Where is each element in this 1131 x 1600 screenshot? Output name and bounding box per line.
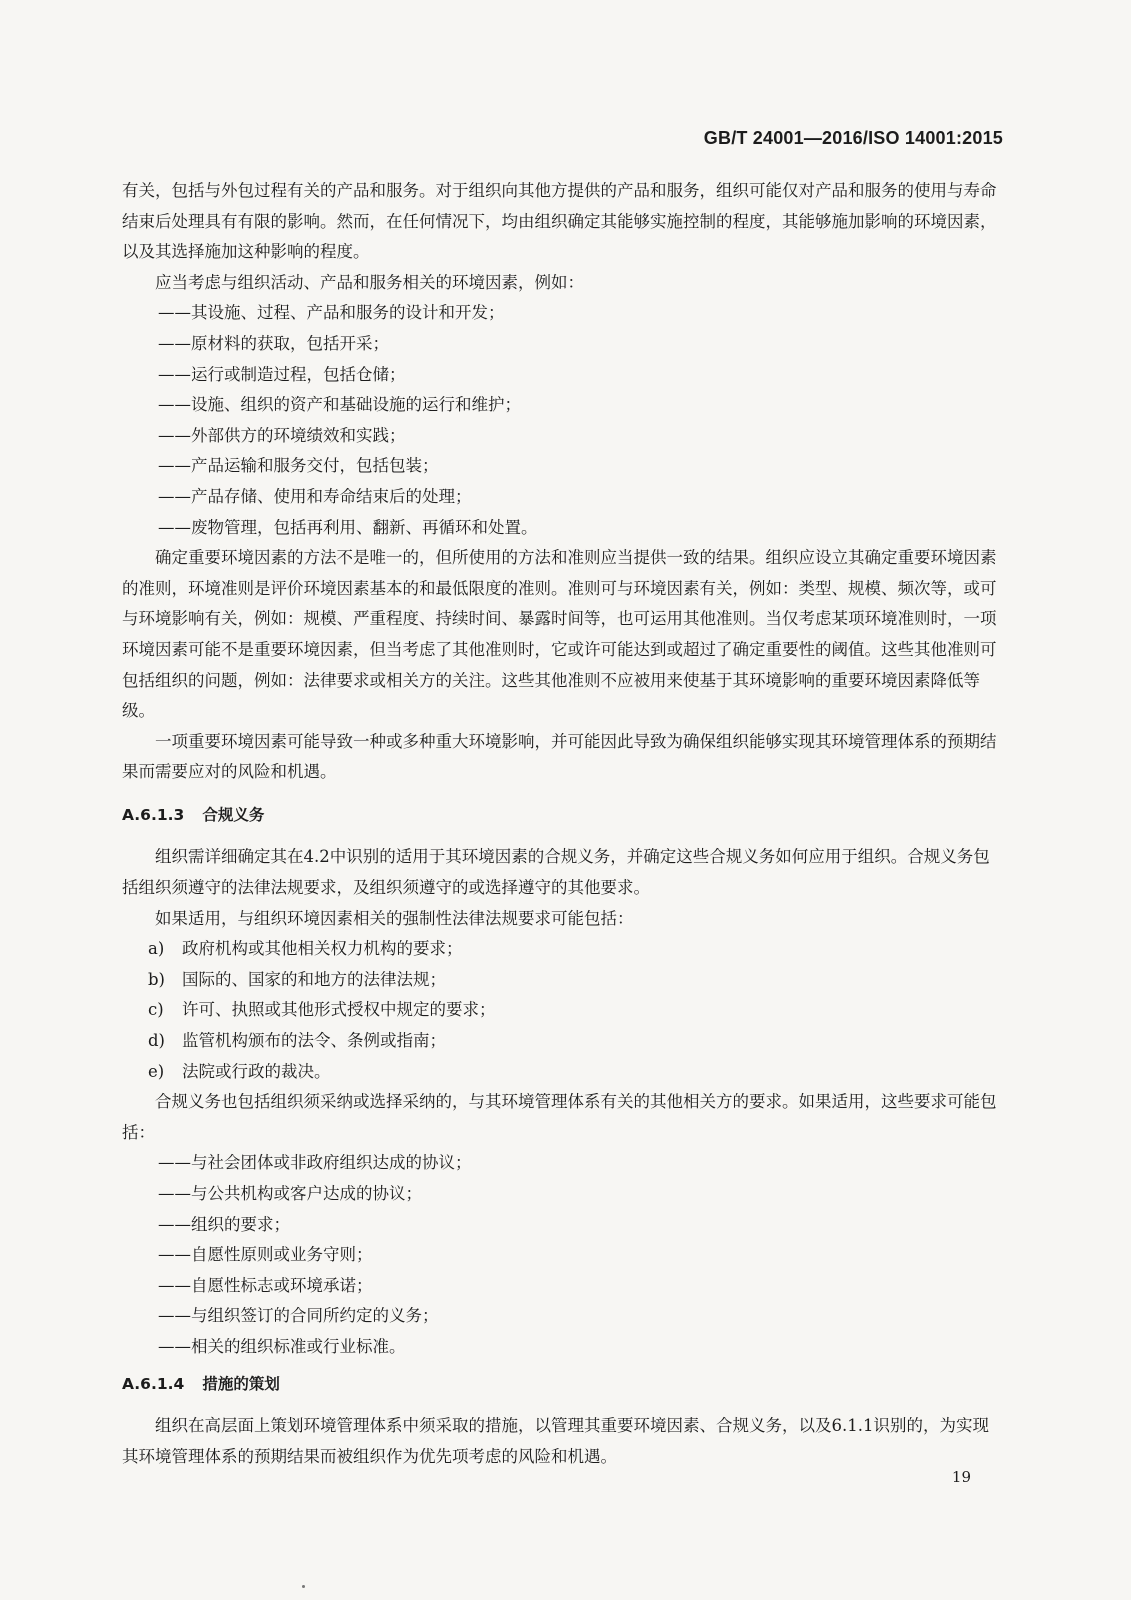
section-heading-a613 — [122, 800, 1002, 831]
list-item: ——与组织签订的合同所约定的义务； — [158, 1306, 439, 1326]
paragraph-aspects-intro: 应当考虑与组织活动、产品和服务相关的环境因素，例如： — [155, 272, 584, 292]
list-marker: e) — [148, 1061, 165, 1081]
list-item-text: 国际的、国家的和地方的法律法规； — [182, 969, 446, 989]
list-marker: b) — [148, 969, 165, 989]
list-item: ——自愿性标志或环境承诺； — [158, 1275, 373, 1295]
list-item-text: 法院或行政的裁决。 — [182, 1061, 331, 1081]
list-item: ——运行或制造过程，包括仓储； — [158, 364, 406, 384]
list-item: ——原材料的获取，包括开采； — [158, 333, 389, 353]
legal-requirements-list — [122, 934, 1002, 1087]
paragraph-risks: 一项重要环境因素可能导致一种或多种重大环境影响，并可能因此导致为确保组织能够实现其环境管理体系的预期结果而需要应对的风险和机遇。 — [122, 731, 997, 782]
section-title: 合规义务 — [202, 805, 265, 824]
list-item — [122, 1026, 1002, 1057]
page-body — [122, 176, 1002, 1472]
paragraph-planning-actions: 组织在高层面上策划环境管理体系中须采取的措施，以管理其重要环境因素、合规义务，以及6.1.1识别的，为实现其环境管理体系的预期结果而被组织作为优先项考虑的风险和机遇。 — [122, 1416, 989, 1466]
standard-code-header: GB/T 24001—2016/ISO 14001:2015 — [703, 128, 1003, 148]
list-item: ——设施、组织的资产和基础设施的运行和维护； — [158, 395, 521, 415]
paragraph-other-requirements: 合规义务也包括组织须采纳或选择采纳的，与其环境管理体系有关的其他相关方的要求。如果适用，这些要求可能包括： — [122, 1092, 997, 1142]
list-item — [122, 1057, 1002, 1088]
list-item: ——产品运输和服务交付，包括包装； — [158, 456, 439, 476]
list-item: ——与社会团体或非政府组织达成的协议； — [158, 1153, 472, 1173]
list-item — [122, 995, 1002, 1026]
list-item-text: 监管机构颁布的法令、条例或指南； — [182, 1031, 446, 1051]
list-item: ——与公共机构或客户达成的协议； — [158, 1184, 422, 1203]
list-item: ——其设施、过程、产品和服务的设计和开发； — [158, 303, 505, 323]
list-item: ——产品存储、使用和寿命结束后的处理； — [158, 486, 472, 506]
list-item: ——组织的要求； — [158, 1214, 290, 1234]
list-item: ——相关的组织标准或行业标准。 — [158, 1336, 406, 1356]
list-marker: c) — [148, 1000, 164, 1020]
page-number: 19 — [951, 1468, 971, 1486]
section-heading-a614 — [122, 1369, 1002, 1400]
section-title: 措施的策划 — [202, 1374, 280, 1393]
list-item: ——自愿性原则或业务守则； — [158, 1245, 373, 1265]
list-marker: a) — [148, 939, 165, 959]
paragraph-criteria: 确定重要环境因素的方法不是唯一的，但所使用的方法和准则应当提供一致的结果。组织应设立其确定重要环境因素的准则，环境准则是评价环境因素基本的和最低限度的准则。准则可与环境因素有关，例如：类型、规模、频次等，或可与环境影响有关，例如：规模、严重程度、持续时间、暴露时间等，也可运用其他准则。当仅考虑某项环境准则时，一项环境因素可能不是重要环境因素，但当考虑了其他准则时，它或许可能达到或超过了确定重要性的阈值。这些其他准则可包括组织的问题，例如：法律要求或相关方的关注。这些其他准则不应被用来使基于其环境影响的重要环境因素降低等级。 — [122, 548, 997, 721]
section-number: A.6.1.4 — [122, 1374, 185, 1393]
scan-speck — [302, 1585, 305, 1588]
list-item: ——外部供方的环境绩效和实践； — [158, 425, 406, 445]
list-item — [122, 934, 1002, 965]
paragraph-legal-intro: 如果适用，与组织环境因素相关的强制性法律法规要求可能包括： — [155, 908, 634, 928]
list-marker: d) — [148, 1031, 165, 1051]
section-number: A.6.1.3 — [122, 805, 185, 824]
paragraph-continuation: 有关，包括与外包过程有关的产品和服务。对于组织向其他方提供的产品和服务，组织可能仅对产品和服务的使用与寿命结束后处理具有有限的影响。然而，在任何情况下，均由组织确定其能够实施控制的程度，其能够施加影响的环境因素，以及其选择施加这种影响的程度。 — [122, 181, 997, 262]
list-item: ——废物管理，包括再利用、翻新、再循环和处置。 — [158, 517, 538, 537]
paragraph-compliance-intro: 组织需详细确定其在4.2中识别的适用于其环境因素的合规义务，并确定这些合规义务如何应用于组织。合规义务包括组织须遵守的法律法规要求，及组织须遵守的或选择遵守的其他要求。 — [122, 847, 990, 898]
list-item-text: 许可、执照或其他形式授权中规定的要求； — [182, 1000, 496, 1020]
other-requirements-list — [122, 1148, 1002, 1362]
aspects-list — [122, 298, 1002, 543]
list-item — [122, 965, 1002, 996]
list-item-text: 政府机构或其他相关权力机构的要求； — [182, 939, 463, 959]
